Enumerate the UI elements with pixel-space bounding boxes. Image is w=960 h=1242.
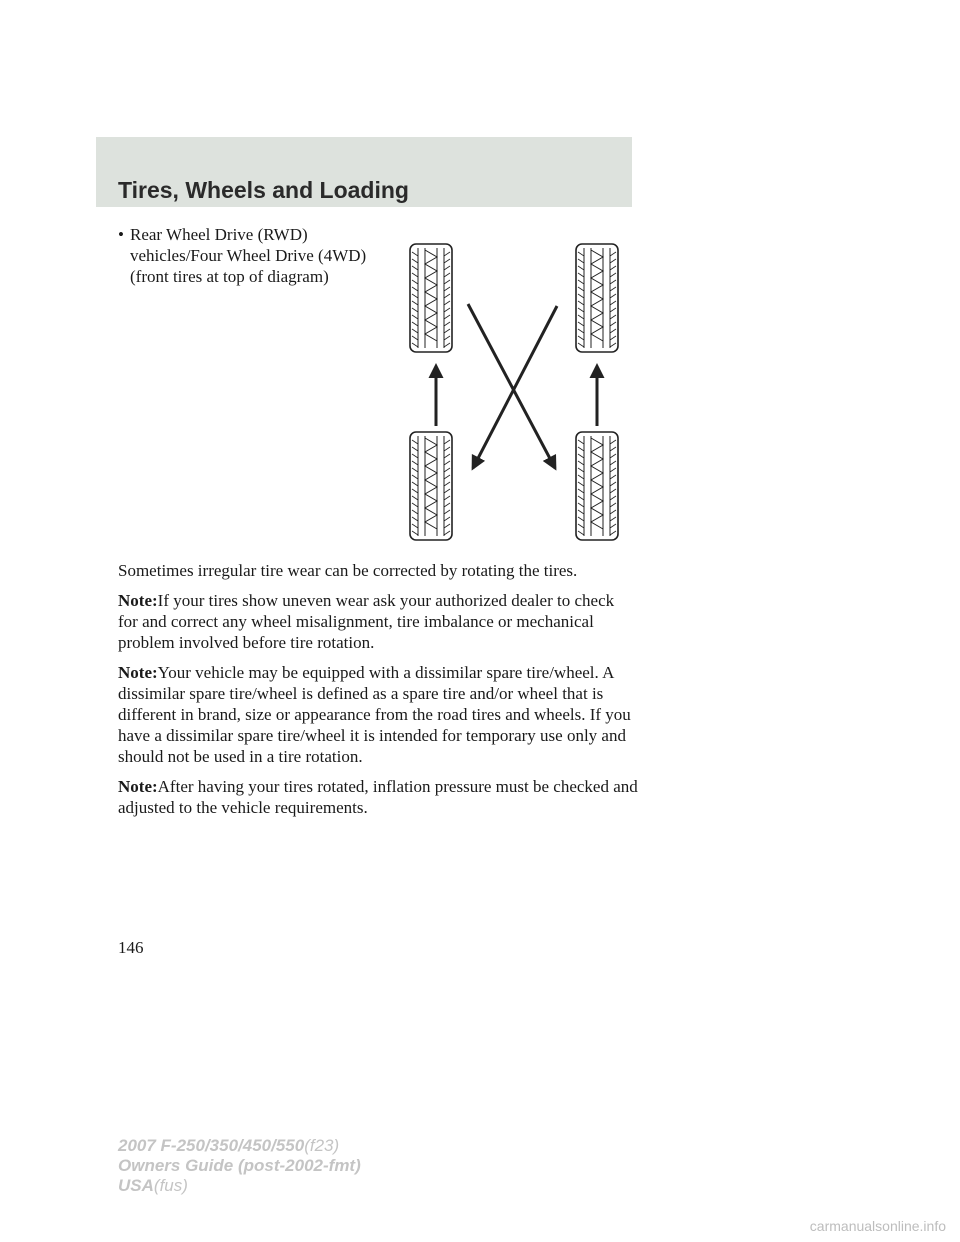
note-text: After having your tires rotated, inflation pressure must be checked and adjusted to the vehicle requirements. [118,777,638,817]
tire-rotation-diagram [400,236,640,542]
watermark: carmanualsonline.info [809,1218,946,1234]
note-paragraph-2 [118,662,638,767]
note-label: Note: [118,663,158,682]
bullet-line-2: vehicles/Four Wheel Drive (4WD) [130,246,367,265]
note-label: Note: [118,777,158,796]
bullet-symbol: • [118,225,124,244]
bullet-line-3: (front tires at top of diagram) [130,267,329,286]
tire-rear-left-icon [410,432,452,540]
note-text: If your tires show uneven wear ask your authorized dealer to check for and correct any wheel misalignment, tire imbalance or mechanical problem involved before tire rotation. [118,591,615,652]
document-footer [118,1136,361,1196]
tire-rear-right-icon [576,432,618,540]
note-paragraph-1 [118,590,638,653]
note-label: Note: [118,591,158,610]
footer-market: USA [118,1176,154,1195]
tire-front-left-icon [410,244,452,352]
footer-market-code: (fus) [153,1176,188,1195]
note-text: Your vehicle may be equipped with a dissimilar spare tire/wheel. A dissimilar spare tire/wheel is defined as a spare tire and/or wheel that is different in brand, size or appearance from the road tires and wheels. If you have a dissimilar spare tire/wheel it is intended for temporary use only and should not be used in a tire rotation. [118,663,631,766]
note-paragraph-3 [118,776,638,818]
arrow-front-right-to-rear-left-icon [473,306,557,468]
footer-model-code: (f23) [304,1136,340,1155]
page-title: Tires, Wheels and Loading [118,177,409,203]
bullet-line-1: Rear Wheel Drive (RWD) [130,225,308,244]
footer-model: 2007 F-250/350/450/550 [118,1136,305,1155]
bullet-item [118,224,418,287]
arrow-front-left-to-rear-right-icon [468,304,555,468]
intro-paragraph: Sometimes irregular tire wear can be corrected by rotating the tires. [118,561,578,580]
footer-guide: Owners Guide (post-2002-fmt) [118,1156,361,1175]
page-number: 146 [118,938,144,957]
body-text [118,560,638,827]
tire-front-right-icon [576,244,618,352]
